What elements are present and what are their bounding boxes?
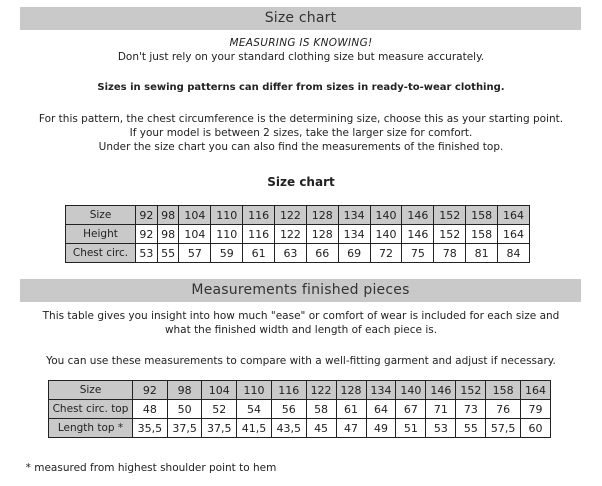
table-row: [66, 244, 530, 263]
table-cell: 122: [306, 381, 336, 400]
table-cell: 56: [271, 400, 306, 419]
row-label: Height: [66, 225, 136, 244]
table-cell: 57: [179, 244, 211, 263]
table-cell: 59: [211, 244, 243, 263]
table-cell: 128: [306, 225, 338, 244]
table-cell: 110: [211, 206, 243, 225]
measurements-header: Measurements finished pieces: [20, 279, 581, 302]
table-cell: 53: [136, 244, 158, 263]
table-cell: 104: [179, 225, 211, 244]
table-cell: 158: [466, 206, 498, 225]
table-cell: 60: [521, 419, 551, 438]
row-label: Chest circ. top: [49, 400, 133, 419]
para-finished-top: Under the size chart you can also find the measurements of the finished top.: [98, 141, 504, 153]
table-cell: 92: [136, 225, 158, 244]
table-cell: 140: [396, 381, 426, 400]
size-chart-table-title: Size chart: [267, 175, 335, 189]
table-cell: 73: [456, 400, 486, 419]
table-cell: 140: [370, 225, 402, 244]
table-cell: 76: [486, 400, 521, 419]
table-cell: 128: [336, 381, 366, 400]
size-chart-header: Size chart: [20, 7, 581, 30]
table-cell: 48: [133, 400, 168, 419]
table-cell: 104: [179, 206, 211, 225]
table-cell: 98: [167, 381, 202, 400]
table-cell: 55: [157, 244, 179, 263]
table-cell: 75: [402, 244, 434, 263]
table-cell: 92: [136, 206, 158, 225]
row-label: Size: [49, 381, 133, 400]
table-row: [49, 381, 551, 400]
table-cell: 45: [306, 419, 336, 438]
table-cell: 78: [434, 244, 466, 263]
para-determining-size: For this pattern, the chest circumference is the determining size, choose this as your starting point.: [38, 113, 564, 125]
tagline: MEASURING IS KNOWING!: [229, 37, 373, 49]
table-cell: 152: [456, 381, 486, 400]
table-cell: 50: [167, 400, 202, 419]
table-row: [49, 419, 551, 438]
size-chart-table: [65, 205, 530, 263]
para-between-sizes: If your model is between 2 sizes, take the larger size for comfort.: [129, 127, 473, 139]
table-cell: 49: [366, 419, 396, 438]
table-cell: 122: [275, 225, 307, 244]
table-cell: 69: [338, 244, 370, 263]
table-row: [66, 206, 530, 225]
table-cell: 57,5: [486, 419, 521, 438]
row-label: Chest circ.: [66, 244, 136, 263]
table-cell: 122: [275, 206, 307, 225]
compare-paragraph: You can use these measurements to compare with a well-fitting garment and adjust if necessary.: [46, 355, 556, 367]
table-cell: 164: [521, 381, 551, 400]
table-row: [66, 225, 530, 244]
table-cell: 53: [426, 419, 456, 438]
intro-line: Don't just rely on your standard clothing size but measure accurately.: [117, 51, 485, 63]
table-cell: 134: [338, 225, 370, 244]
table-cell: 72: [370, 244, 402, 263]
table-cell: 92: [133, 381, 168, 400]
table-cell: 61: [336, 400, 366, 419]
table-cell: 158: [486, 381, 521, 400]
table-cell: 152: [434, 225, 466, 244]
table-cell: 43,5: [271, 419, 306, 438]
table-cell: 146: [426, 381, 456, 400]
table-cell: 55: [456, 419, 486, 438]
table-cell: 84: [498, 244, 530, 263]
table-cell: 37,5: [167, 419, 202, 438]
table-cell: 71: [426, 400, 456, 419]
table-cell: 140: [370, 206, 402, 225]
table-cell: 61: [243, 244, 275, 263]
table-cell: 158: [466, 225, 498, 244]
table-cell: 134: [366, 381, 396, 400]
table-cell: 58: [306, 400, 336, 419]
ease-paragraph-line1: This table gives you insight into how much "ease" or comfort of wear is included for each size and: [42, 310, 560, 322]
table-cell: 116: [243, 206, 275, 225]
table-cell: 66: [306, 244, 338, 263]
warning-text: Sizes in sewing patterns can differ from sizes in ready-to-wear clothing.: [97, 82, 505, 93]
table-row: [49, 400, 551, 419]
table-cell: 64: [366, 400, 396, 419]
table-cell: 51: [396, 419, 426, 438]
table-cell: 79: [521, 400, 551, 419]
table-cell: 164: [498, 206, 530, 225]
table-cell: 104: [202, 381, 237, 400]
row-label: Size: [66, 206, 136, 225]
table-cell: 110: [211, 225, 243, 244]
measurements-table: [48, 380, 551, 438]
row-label: Length top *: [49, 419, 133, 438]
table-cell: 41,5: [237, 419, 272, 438]
table-cell: 98: [157, 225, 179, 244]
table-cell: 98: [157, 206, 179, 225]
table-cell: 54: [237, 400, 272, 419]
table-cell: 63: [275, 244, 307, 263]
ease-paragraph-line2: what the finished width and length of each piece is.: [164, 324, 438, 336]
table-cell: 152: [434, 206, 466, 225]
table-cell: 37,5: [202, 419, 237, 438]
table-cell: 110: [237, 381, 272, 400]
table-cell: 116: [271, 381, 306, 400]
table-cell: 128: [306, 206, 338, 225]
table-cell: 164: [498, 225, 530, 244]
table-cell: 81: [466, 244, 498, 263]
footnote: * measured from highest shoulder point to hem: [25, 462, 277, 474]
table-cell: 47: [336, 419, 366, 438]
table-cell: 146: [402, 206, 434, 225]
table-cell: 116: [243, 225, 275, 244]
table-cell: 67: [396, 400, 426, 419]
table-cell: 35,5: [133, 419, 168, 438]
table-cell: 52: [202, 400, 237, 419]
table-cell: 134: [338, 206, 370, 225]
table-cell: 146: [402, 225, 434, 244]
